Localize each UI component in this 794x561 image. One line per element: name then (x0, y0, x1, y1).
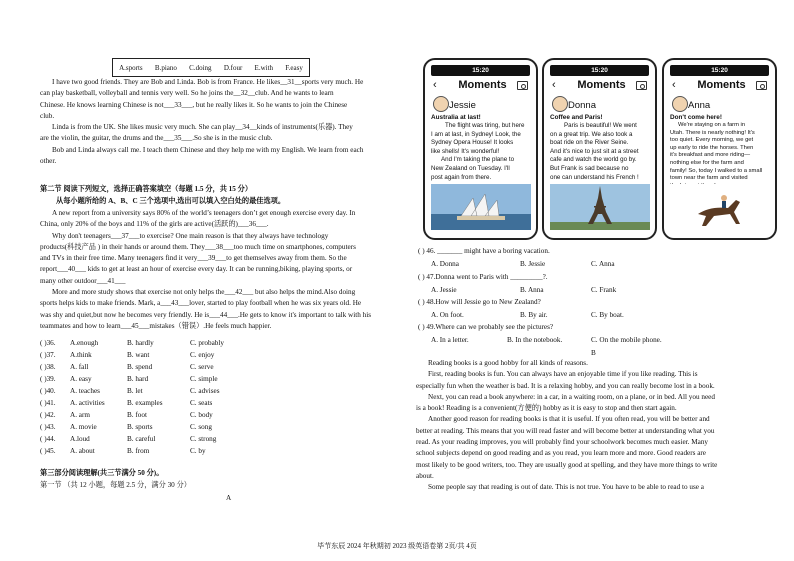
word-bank-item: B.piano (154, 63, 177, 72)
text-line: Chinese. He knows learning Chinese is not___33___, but he really likes it. So he wants to join the Chinese (40, 100, 348, 109)
text-line: teammates and how to learn___45___mistakes（错误）.He feels much happier. (40, 321, 272, 330)
text-line: other. (40, 157, 57, 166)
text-line: Another good reason for reading books is that it is useful. If you often read, you will be better and (428, 415, 710, 424)
answer-option: A. Donna (431, 260, 459, 268)
status-bar-time: 15:20 (431, 65, 530, 76)
reading-question: ( ) 48.How will Jessie go to New Zealand? (418, 298, 541, 306)
word-bank-item: F.easy (285, 63, 303, 72)
text-line: most likely to be good writers, too. They are usually good at spelling, and they have more things to write (416, 460, 718, 469)
text-line: products(科技产品 ) in their hands or around them. They___38___too much time on smartphones, computers (40, 242, 356, 251)
mc-question: ( )38. A. fall B. spend C. serve (40, 363, 214, 371)
moments-title: Moments (458, 79, 507, 91)
text-line: especially fun when the weather is bad. It is a relaxing hobby, and you can really become lost in a book. (416, 381, 715, 390)
passage-friends (40, 77, 363, 167)
reading-question: ( ) 47.Donna went to Paris with _________?. (418, 273, 548, 281)
avatar (433, 96, 449, 112)
answer-option: B. Anna (520, 286, 544, 294)
back-arrow-icon: ‹ (672, 79, 676, 91)
post-body: The flight was tiring, but here I am at last, in Sydney! Look, the Sydney Opera House! It looks like shells! It's wonderful! And I'm taking the plane to New Zealand on Tuesday. I'll post again from there. (431, 122, 525, 181)
text-line: Next, you can read a book anywhere: in a car, in a waiting room, on a plane, or in bed. All you need (428, 392, 715, 401)
poster-name: Anna (688, 100, 711, 111)
mc-question: ( )36. A.enough B. hardly C. probably (40, 339, 224, 347)
word-bank-box (112, 58, 310, 77)
status-bar-time: 15:20 (550, 65, 649, 76)
camera-icon (756, 81, 767, 90)
answer-option: B. Jessie (520, 260, 546, 268)
text-line: was shy and quiet,but now he becomes very friendly. He is___44___.He gets to know it's important to talk with his (40, 310, 372, 319)
mc-question: ( )39. A. easy B. hard C. simple (40, 375, 218, 383)
moments-title: Moments (577, 79, 626, 91)
passage-reading-books (416, 358, 717, 494)
text-line: China, only 20% of the boys and 11% of the girls are active(活跃的)___36___. (40, 220, 269, 229)
word-bank-item: E.with (254, 63, 274, 72)
word-bank-item: C.doing (189, 63, 212, 72)
eiffel-tower-image (550, 184, 650, 230)
status-bar-time: 15:20 (670, 65, 769, 76)
reading-question: ( ) 49.Where can we probably see the pictures? (418, 323, 554, 331)
answer-option: B. In the notebook. (507, 336, 563, 344)
text-line: sports helps kids to make friends. Mark, a___43___lover, started to play football when he was six years old. He (40, 299, 362, 308)
text-line: First, reading books is fun. You can always have an enjoyable time if you like reading. This is (428, 370, 698, 379)
poster-name: Donna (568, 100, 596, 111)
text-line: is a book! Reading is a convenient(方便的) hobby as it is easy to stop and then start again. (416, 404, 677, 413)
answer-option: B. By air. (520, 311, 548, 319)
horse-rider-image (670, 184, 770, 230)
word-bank-item: A.sports (119, 63, 143, 72)
answer-option: A. In a letter. (431, 336, 469, 344)
sydney-opera-house-image (431, 184, 531, 230)
mc-question: ( )44. A.loud B. careful C. strong (40, 435, 217, 443)
text-line: are the violin, the guitar, the drums and the___35___.So she is in the music club. (40, 134, 273, 143)
back-arrow-icon: ‹ (552, 79, 556, 91)
page-footer: 毕节东辰 2024 年秋期初 2023 级英语卷第 2页/共 4页 (317, 542, 477, 550)
text-line: many other outdoor___41___ (40, 276, 126, 285)
camera-icon (517, 81, 528, 90)
text-line: can play basketball, volleyball and tennis very well. So he joins the__32__club. And he wants to learn (40, 89, 334, 98)
answer-option: C. On the mobile phone. (591, 336, 662, 344)
text-line: More and more study shows that exercise not only helps the___42___ but also helps the mind.Also doing (52, 288, 356, 297)
moments-title: Moments (697, 79, 746, 91)
text-line: school subjects depend on good reading and as you read, you learn more and more. Good readers are (416, 449, 706, 458)
mc-question: ( )37. A.think B. want C. enjoy (40, 351, 215, 359)
poster-name: Jessie (449, 100, 476, 111)
mc-question: ( )41. A. activities B. examples C. seats (40, 399, 213, 407)
post-body: We're staying on a farm in Utah. There is nearly nothing! It's too quiet. Every morning, we get up early to ride the horses. Then it's breakfast and more riding— nothing else for the farm and family! So, today I walked to a small town near the farm and visited (670, 122, 763, 182)
text-line: about. (416, 471, 434, 480)
text-line: Why don't teenagers___37___to exercise? One main reason is that they always have technology (52, 231, 329, 240)
mc-question: ( )45. A. about B. from C. by (40, 447, 206, 455)
text-line: report___40___ kids to get at least an hour of exercise every day. It can be running,biking, playing sports, or (40, 265, 353, 274)
answer-option: A. Jessie (431, 286, 457, 294)
phone-card-donna (542, 58, 657, 240)
text-line: better at reading. This means that you will read faster and will become better at understanding what you (416, 426, 715, 435)
post-heading: Don't come here! (670, 114, 722, 121)
mc-question: ( )43. A. movie B. sports C. song (40, 423, 212, 431)
post-body: Paris is beautiful! We went on a great trip. We also took a boat ride on the River Seine. And it's nice to just sit at a street cafe and watch the world go by. But Frank is sad because no one can understand his French ! (550, 122, 639, 181)
text-line: Reading books is a good hobby for all kinds of reasons. (428, 359, 588, 367)
text-line: Some people say that reading is out of date. This is not true. You have to be able to read to use a (428, 483, 704, 492)
text-line: A new report from a university says 80% of the world’s teenagers don’t get enough exercise every day. In (52, 209, 356, 217)
section2-title: 第二节 阅读下列短文，选择正确答案填空（每题 1.5 分，共 15 分） (40, 185, 253, 193)
text-line: and TVs in their free time. Many teenagers find it very___39___to get themselves away from them. So the (40, 254, 347, 263)
part3-subtitle: 第一节 （共 12 小题，每题 2.5 分，满分 30 分） (40, 481, 191, 489)
passage-exercise (40, 208, 371, 332)
back-arrow-icon: ‹ (433, 79, 437, 91)
text-line: Linda is from the UK. She likes music very much. She can play__34__kinds of instruments(乐器). They (52, 123, 353, 132)
text-line: I have two good friends. They are Bob and Linda. Bob is from France. He likes__31__sports very much. He (52, 78, 364, 86)
answer-option: C. By boat. (591, 311, 624, 319)
avatar (672, 96, 688, 112)
answer-option: C. Frank (591, 286, 617, 294)
word-bank-item: D.four (223, 63, 243, 72)
phone-card-jessie (423, 58, 538, 240)
text-line: read. As your reading improves, you will probably find your schoolwork becomes much easier. Many (416, 438, 709, 447)
post-heading: Australia at last! (431, 114, 481, 121)
phone-card-anna (662, 58, 777, 240)
section2-subtitle: 从每小题所给的 A、B、C 三个选项中,选出可以填入空白处的最佳选项。 (56, 197, 286, 205)
post-heading: Coffee and Paris! (550, 114, 603, 121)
avatar (552, 96, 568, 112)
mc-question: ( )42. A. arm B. foot C. body (40, 411, 213, 419)
answer-option: C. Anna (591, 260, 615, 268)
mc-question: ( )40. A. teaches B. let C. advises (40, 387, 220, 395)
answer-option: A. On foot. (431, 311, 464, 319)
camera-icon (636, 81, 647, 90)
text-line: Bob and Linda always call me. I teach them Chinese and they help me with my English. We learn from each (52, 145, 364, 154)
passage-letter-a: A (226, 494, 232, 502)
text-line: club. (40, 111, 55, 120)
part3-title: 第三部分阅读理解(共三节满分 50 分)。 (40, 469, 164, 477)
reading-question: ( ) 46. _______ might have a boring vacation. (418, 247, 550, 255)
passage-letter-b: B (591, 349, 596, 357)
